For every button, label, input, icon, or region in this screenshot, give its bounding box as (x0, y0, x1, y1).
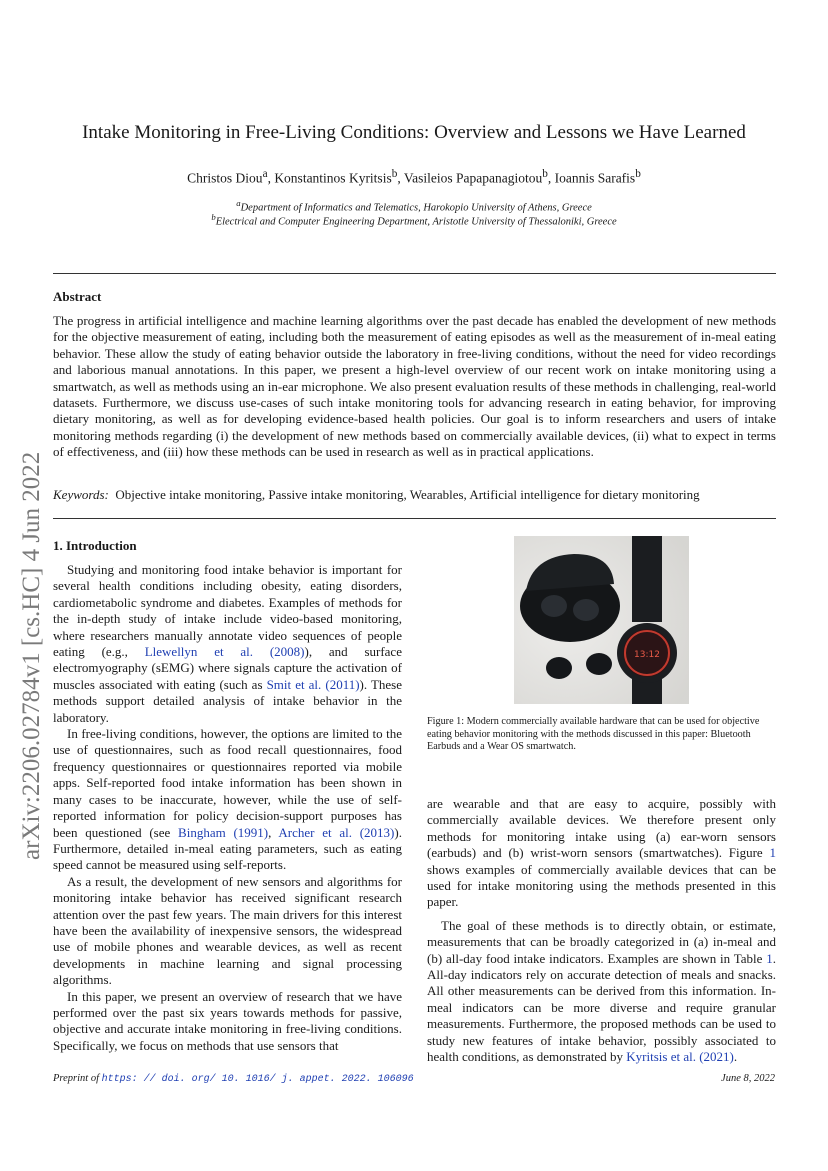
citation-link[interactable]: Llewellyn et al. (2008) (144, 644, 305, 660)
citation-link[interactable]: Bingham (1991) (178, 824, 269, 840)
paragraph-text: ). Furthermore, detailed in-meal eating parameters, such as eating speed cannot be measured using self-reports. (53, 824, 402, 873)
keywords-label: Keywords: (53, 487, 109, 502)
abstract-text: The progress in artificial intelligence and machine learning algorithms over the past decade has enabled the development of new methods for the objective measurement of eating, including both the measurement of eating episodes as well as the measurement of in-meal eating behavior. These allow the study of eating behavior outside the laboratory in free-living conditions, without the need for video recordings and laborious manual annotations. In this paper, we present a high-level overview of our recent work on intake monitoring using a smartwatch, as well as methods using an in-ear microphone. We also present evaluation results of these methods in challenging, real-world datasets. Furthermore, we discuss use-cases of such intake monitoring tools for advancing research in eating behavior, for improving dietary monitoring, as well as for developing evidence-based health policies. Our goal is to inform researchers and users of intake monitoring methods regarding (i) the development of new methods based on commercially available devices, (ii) what to expect in terms of effectiveness, and (iii) how these methods can be used in research as well as in practical applications. (53, 313, 776, 460)
paragraph (427, 796, 776, 911)
arxiv-identifier: arXiv:2206.02784v1 [cs.HC] 4 Jun 2022 (18, 451, 45, 860)
paragraph-text: The goal of these methods is to directly obtain, or estimate, measurements that can be broadly categorized in (a) in-meal and (b) all-day food intake indicators. Examples are shown in Table (427, 917, 776, 966)
author: Vasileios Papapanagiotou (403, 170, 543, 186)
keywords (53, 487, 776, 503)
author-affil-mark: a (262, 168, 268, 180)
author-separator: , (397, 170, 404, 186)
section-heading: 1. Introduction (53, 538, 137, 553)
affiliation-text: Department of Informatics and Telematics, Harokopio University of Athens, Greece (240, 202, 592, 214)
paragraph-text: are wearable and that are easy to acquire, possibly with commercially available devices. We therefore present only methods for monitoring intake using (a) ear-worn sensors (earbuds) and (b) wrist-worn sensors (smartwatches). Figure (427, 796, 776, 861)
author: Konstantinos Kyritsis (274, 170, 392, 186)
left-column (53, 562, 402, 1054)
affiliation (0, 212, 828, 228)
paragraph-text: In free-living conditions, however, the options are limited to the use of questionnaires, such as food recall questionnaires, food frequency questionnaires or questionnaires reported via mobile apps. Self-reported food intake information has been shown in many cases to be inaccurate, however, while the use of self-reported information for policy decision-support purposes has been questioned (see (53, 726, 402, 840)
citation-link[interactable]: Smit et al. (2011) (266, 676, 360, 692)
author-affil-mark: b (542, 168, 548, 180)
affiliation-mark: b (211, 212, 216, 222)
author-affil-mark: b (635, 168, 641, 180)
footer-preprint (53, 1073, 414, 1085)
affiliation-text: Electrical and Computer Engineering Department, Aristotle University of Thessaloniki, Greece (215, 216, 617, 228)
paragraph (53, 562, 402, 726)
author-list (0, 168, 828, 187)
citation-link[interactable]: Archer et al. (2013) (278, 824, 395, 840)
paragraph-text: . All-day indicators rely on accurate detection of meals and snacks. All other measurements can be derived from this information. In-meal indicators can be more diverse and require granular measurements. Furthermore, the proposed methods can be used to study new features of intake behavior, possibly associated to health conditions, as demonstrated by (427, 950, 776, 1065)
paragraph-text: ), and surface electromyography (sEMG) where signals capture the activation of muscles associated with eating (such as (53, 644, 402, 692)
abstract-heading: Abstract (53, 289, 102, 304)
doi-link[interactable]: https: // doi. org/ 10. 1016/ j. appet. 2022. 106096 (101, 1074, 414, 1085)
paragraph-text: Studying and monitoring food intake behavior is important for several health conditions including obesity, eating disorders, cardiometabolic syndrome and diabetes. Examples of methods for the in-depth study of intake include video-based monitoring, where researchers manually annotate video sequences of people eating (e.g., (53, 562, 402, 660)
figure-photo (514, 536, 689, 704)
paragraph-text: shows examples of commercially available devices that can be used for intake monitoring using the methods presented in this paper. (427, 861, 776, 910)
affiliation-mark: a (236, 198, 241, 208)
footer-preprint-label: Preprint of (53, 1073, 102, 1084)
figure-caption: Figure 1: Modern commercially available hardware that can be used for objective eating behavior monitoring with the methods discussed in this paper: Bluetooth Earbuds and a Wear OS smartwatch. (427, 716, 760, 753)
watch-time: 13:12 (634, 650, 660, 660)
paragraph (53, 726, 402, 874)
paragraph: In this paper, we present an overview of research that we have performed over the past six years towards methods for passive, objective and accurate intake monitoring in free-living conditions. Specifically, we focus on methods that use sensors that (53, 988, 402, 1053)
author-separator: , (267, 170, 275, 186)
author-separator: , (547, 170, 555, 186)
paragraph-text: ). These methods support detailed analysis of intake behavior in the laboratory. (53, 676, 402, 725)
author: Ioannis Sarafis (554, 170, 636, 186)
bottom-rule (53, 518, 776, 519)
author-affil-mark: b (391, 168, 398, 180)
paper-title: Intake Monitoring in Free-Living Conditions: Overview and Lessons we Have Learned (82, 122, 746, 143)
paragraph: As a result, the development of new sensors and algorithms for monitoring intake behavior has received significant research attention over the past few years. The main drivers for this interest have been the availability of inexpensive sensors, the widespread use of mobile phones and wearable devices, as well as recent developments in machine learning and signal processing algorithms. (53, 873, 402, 988)
table-link[interactable]: 1 (766, 950, 773, 966)
keywords-text: Objective intake monitoring, Passive intake monitoring, Wearables, Artificial intelligence for dietary monitoring (115, 487, 700, 502)
paragraph-text: . (733, 1049, 738, 1065)
author: Christos Diou (187, 170, 263, 186)
paragraph (427, 918, 776, 1066)
top-rule (53, 273, 776, 274)
citation-link[interactable]: Kyritsis et al. (2021) (626, 1049, 734, 1065)
figure-link[interactable]: 1 (769, 845, 776, 861)
right-column (427, 796, 776, 1066)
footer-date: June 8, 2022 (721, 1073, 775, 1084)
paragraph-text: , (268, 824, 279, 840)
